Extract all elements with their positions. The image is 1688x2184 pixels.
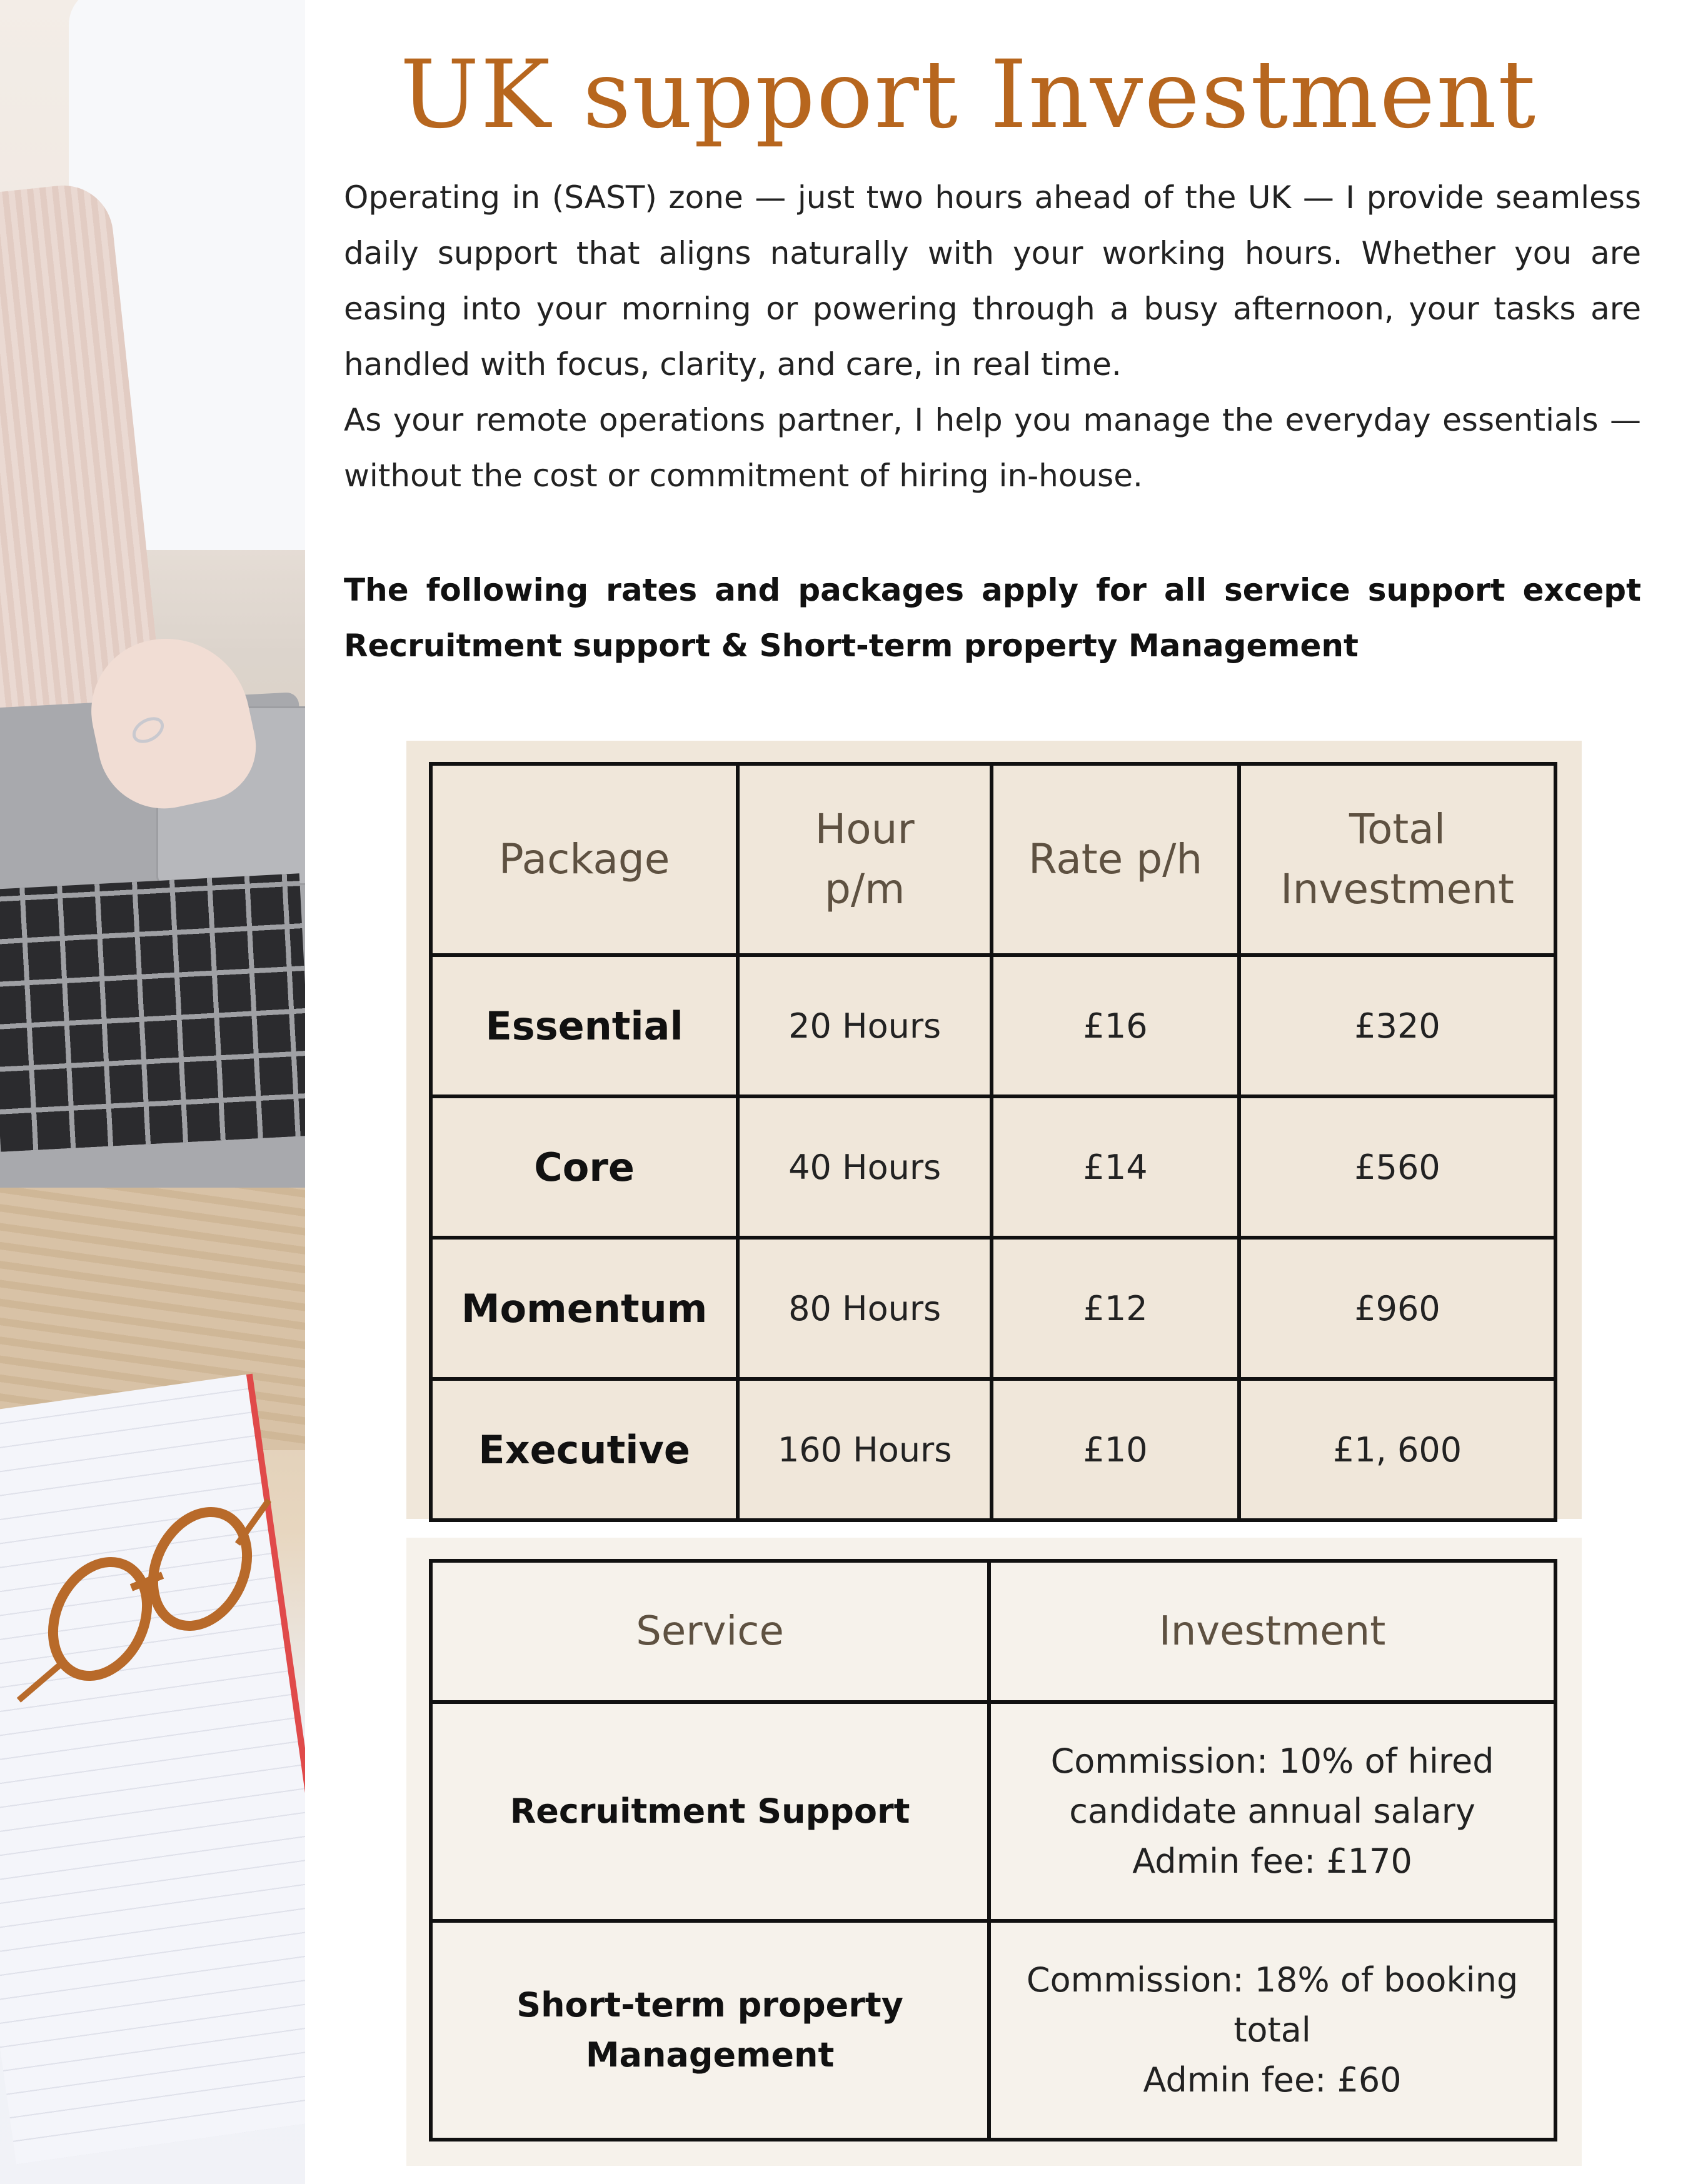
intro-paragraph-1: Operating in (SAST) zone — just two hours ahead of the UK — I provide seamless daily support that aligns naturally with your working hours. Whether you are easing into your morning or powering through a busy afternoon, your tasks are handled with focus, clarity, and care, in real time. [344,179,1641,383]
services-panel [406,1538,1582,2166]
package-total: £960 [1239,1238,1555,1379]
photo-glasses [13,1488,275,1713]
package-name: Executive [431,1379,738,1520]
package-hours: 160 Hours [738,1379,992,1520]
service-name: Short-term property Management [431,1921,989,2140]
package-rate: £14 [992,1096,1239,1238]
header-package: Package [431,764,738,955]
header-hours: Hour p/m [738,764,992,955]
package-name: Essential [431,955,738,1096]
header-investment: Investment [989,1561,1555,1702]
header-service: Service [431,1561,989,1702]
package-rate: £12 [992,1238,1239,1379]
package-hours: 80 Hours [738,1238,992,1379]
package-name: Core [431,1096,738,1238]
package-total: £560 [1239,1096,1555,1238]
package-total: £320 [1239,955,1555,1096]
rates-note: The following rates and packages apply for all service support except Recruitment support & Short-term property Management [344,572,1641,664]
package-hours: 20 Hours [738,955,992,1096]
service-investment: Commission: 18% of booking total Admin fee: £60 [989,1921,1555,2140]
desk-photo [0,0,305,2184]
page-title: UK support Investment [400,41,1537,149]
table-row [431,1238,1555,1379]
header-rate: Rate p/h [992,764,1239,955]
package-rate: £10 [992,1379,1239,1520]
packages-header-row [431,764,1555,955]
package-hours: 40 Hours [738,1096,992,1238]
service-investment: Commission: 10% of hired candidate annual salary Admin fee: £170 [989,1702,1555,1921]
packages-panel [406,741,1582,1519]
services-header-row [431,1561,1555,1702]
package-name: Momentum [431,1238,738,1379]
photo-keyboard [0,873,305,1152]
table-row [431,955,1555,1096]
service-name: Recruitment Support [431,1702,989,1921]
package-rate: £16 [992,955,1239,1096]
header-total: Total Investment [1239,764,1555,955]
table-row [431,1702,1555,1921]
intro-paragraph-2: As your remote operations partner, I help you manage the everyday essentials — without the cost or commitment of hiring in-house. [344,402,1641,494]
table-row [431,1096,1555,1238]
table-row [431,1921,1555,2140]
intro-text [344,170,1641,504]
package-total: £1, 600 [1239,1379,1555,1520]
table-row [431,1379,1555,1520]
services-table [429,1559,1557,2141]
packages-table [429,762,1557,1522]
